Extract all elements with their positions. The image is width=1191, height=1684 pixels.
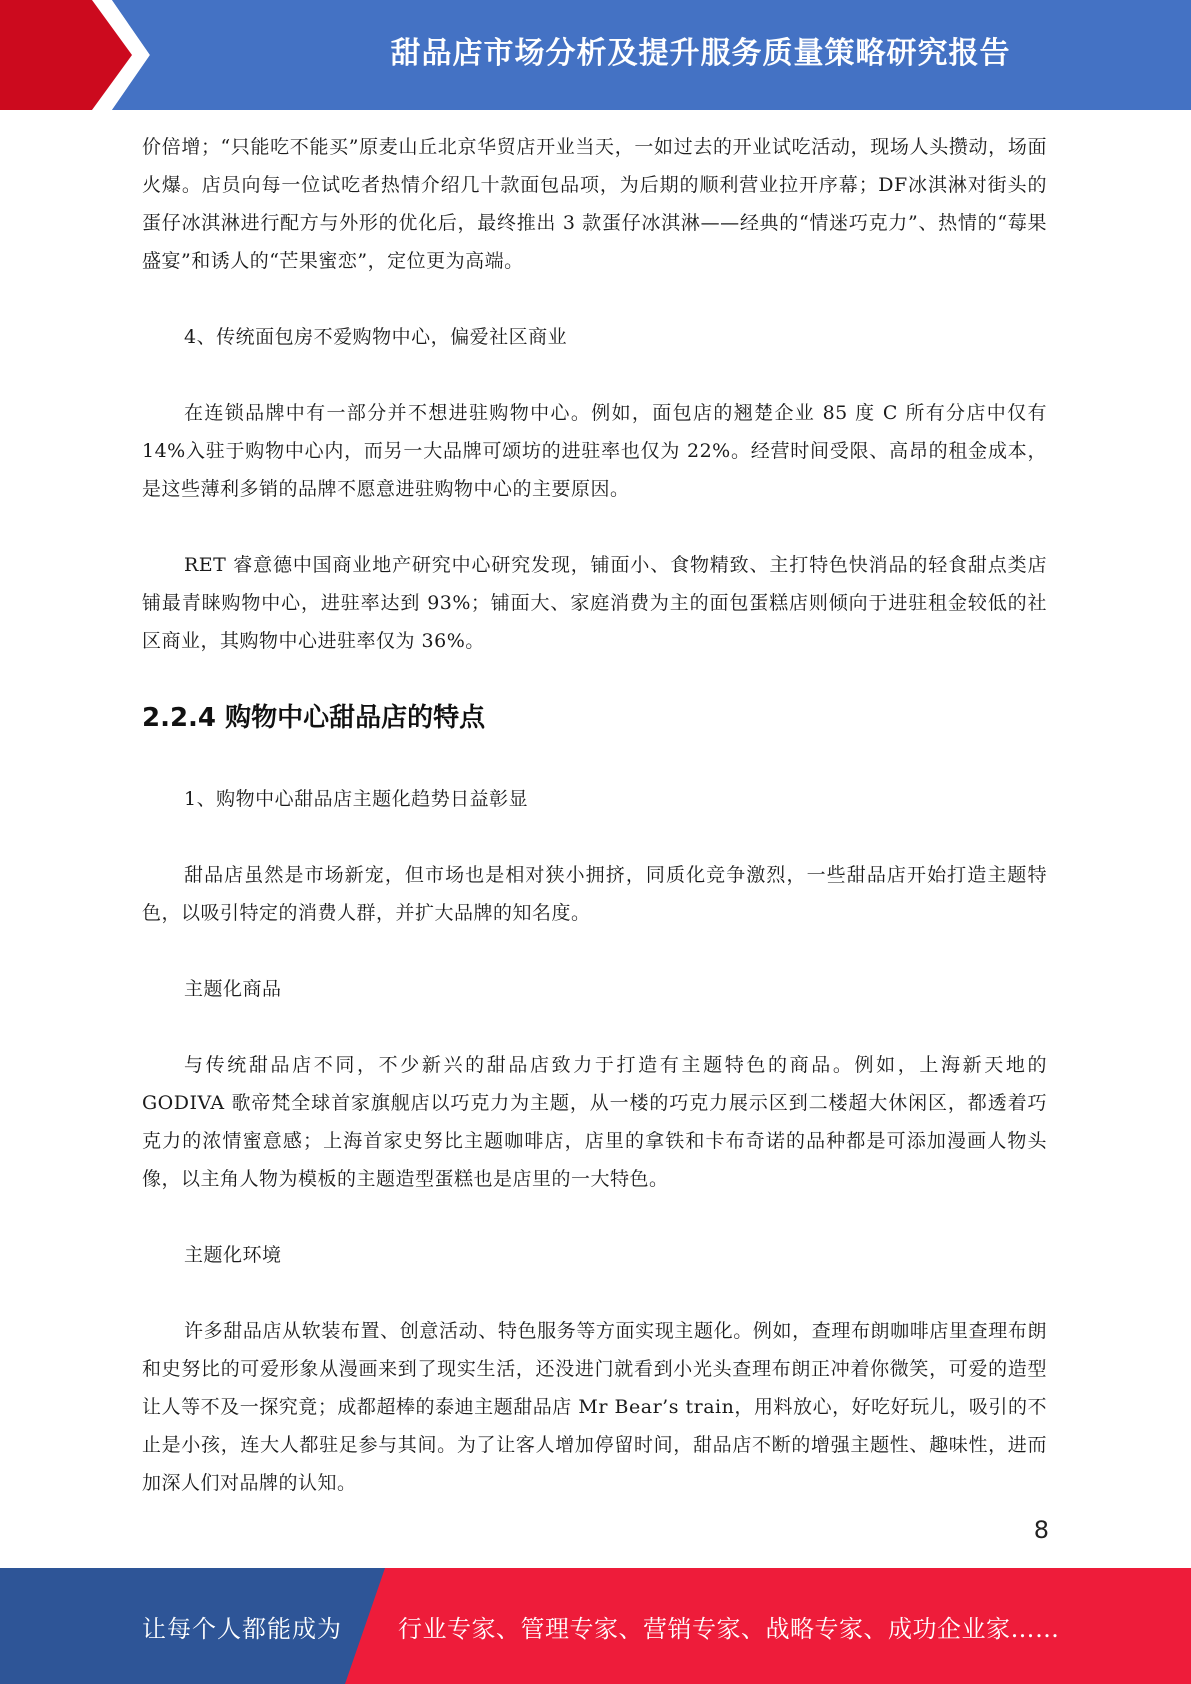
section-heading: 2.2.4 购物中心甜品店的特点: [142, 703, 486, 733]
subheading-themed-environment: 主题化环境: [184, 1244, 282, 1266]
paragraph-continuation: 价倍增；“只能吃不能买”原麦山丘北京华贸店开业当天，一如过去的开业试吃活动，现场人头攒动，场面火爆。店员向每一位试吃者热情介绍几十款面包品项，为后期的顺利营业拉开序幕；DF冰淇淋对街头的蛋仔冰淇淋进行配方与外形的优化后，最终推出 3 款蛋仔冰淇淋——经典的“情迷巧克力”、热情的“莓果盛宴”和诱人的“芒果蜜恋”，定位更为高端。: [142, 136, 1047, 272]
paragraph-themed-environment: 许多甜品店从软装布置、创意活动、特色服务等方面实现主题化。例如，查理布朗咖啡店里查理布朗和史努比的可爱形象从漫画来到了现实生活，还没进门就看到小光头查理布朗正冲着你微笑，可爱的造型让人等不及一探究竟；成都超棒的泰迪主题甜品店 Mr Bear’s train，用料放心，好吃好玩儿，吸引的不止是小孩，连大人都驻足参与其间。为了让客人增加停留时间，甜品店不断的增强主题性、趣味性，进而加深人们对品牌的认知。: [142, 1320, 1047, 1494]
paragraph-themed-goods: 与传统甜品店不同，不少新兴的甜品店致力于打造有主题特色的商品。例如，上海新天地的 GODIVA 歌帝梵全球首家旗舰店以巧克力为主题，从一楼的巧克力展示区到二楼超大休闲区，都透着巧克力的浓情蜜意感；上海首家史努比主题咖啡店，店里的拿铁和卡布奇诺的品种都是可添加漫画人物头像，以主角人物为模板的主题造型蛋糕也是店里的一大特色。: [142, 1054, 1047, 1190]
header-chevron-icon: [0, 0, 160, 110]
footer-slogan-right: 行业专家、管理专家、营销专家、战略专家、成功企业家……: [398, 1614, 1060, 1643]
page-content: [142, 128, 1047, 1540]
page-footer: [0, 1568, 1191, 1684]
footer-slogan-left: 让每个人都能成为: [142, 1614, 342, 1643]
paragraph-chain-brands: 在连锁品牌中有一部分并不想进驻购物中心。例如，面包店的翘楚企业 85 度 C 所有分店中仅有 14%入驻于购物中心内，而另一大品牌可颂坊的进驻率也仅为 22%。经营时间受限、高昂的租金成本，是这些薄利多销的品牌不愿意进驻购物中心的主要原因。: [142, 402, 1047, 500]
report-title: 甜品店市场分析及提升服务质量策略研究报告: [390, 36, 1011, 71]
page-number: 8: [1033, 1516, 1049, 1544]
list-item-1: 1、购物中心甜品店主题化趋势日益彰显: [184, 788, 529, 810]
list-item-4: 4、传统面包房不爱购物中心，偏爱社区商业: [184, 326, 568, 348]
paragraph-theme-trend: 甜品店虽然是市场新宠，但市场也是相对狭小拥挤，同质化竞争激烈，一些甜品店开始打造主题特色，以吸引特定的消费人群，并扩大品牌的知名度。: [142, 864, 1047, 924]
subheading-themed-goods: 主题化商品: [184, 978, 282, 1000]
paragraph-ret-research: RET 睿意德中国商业地产研究中心研究发现，铺面小、食物精致、主打特色快消品的轻食甜点类店铺最青睐购物中心，进驻率达到 93%；铺面大、家庭消费为主的面包蛋糕店则倾向于进驻租金较低的社区商业，其购物中心进驻率仅为 36%。: [142, 554, 1047, 652]
page-header: [0, 0, 1191, 110]
